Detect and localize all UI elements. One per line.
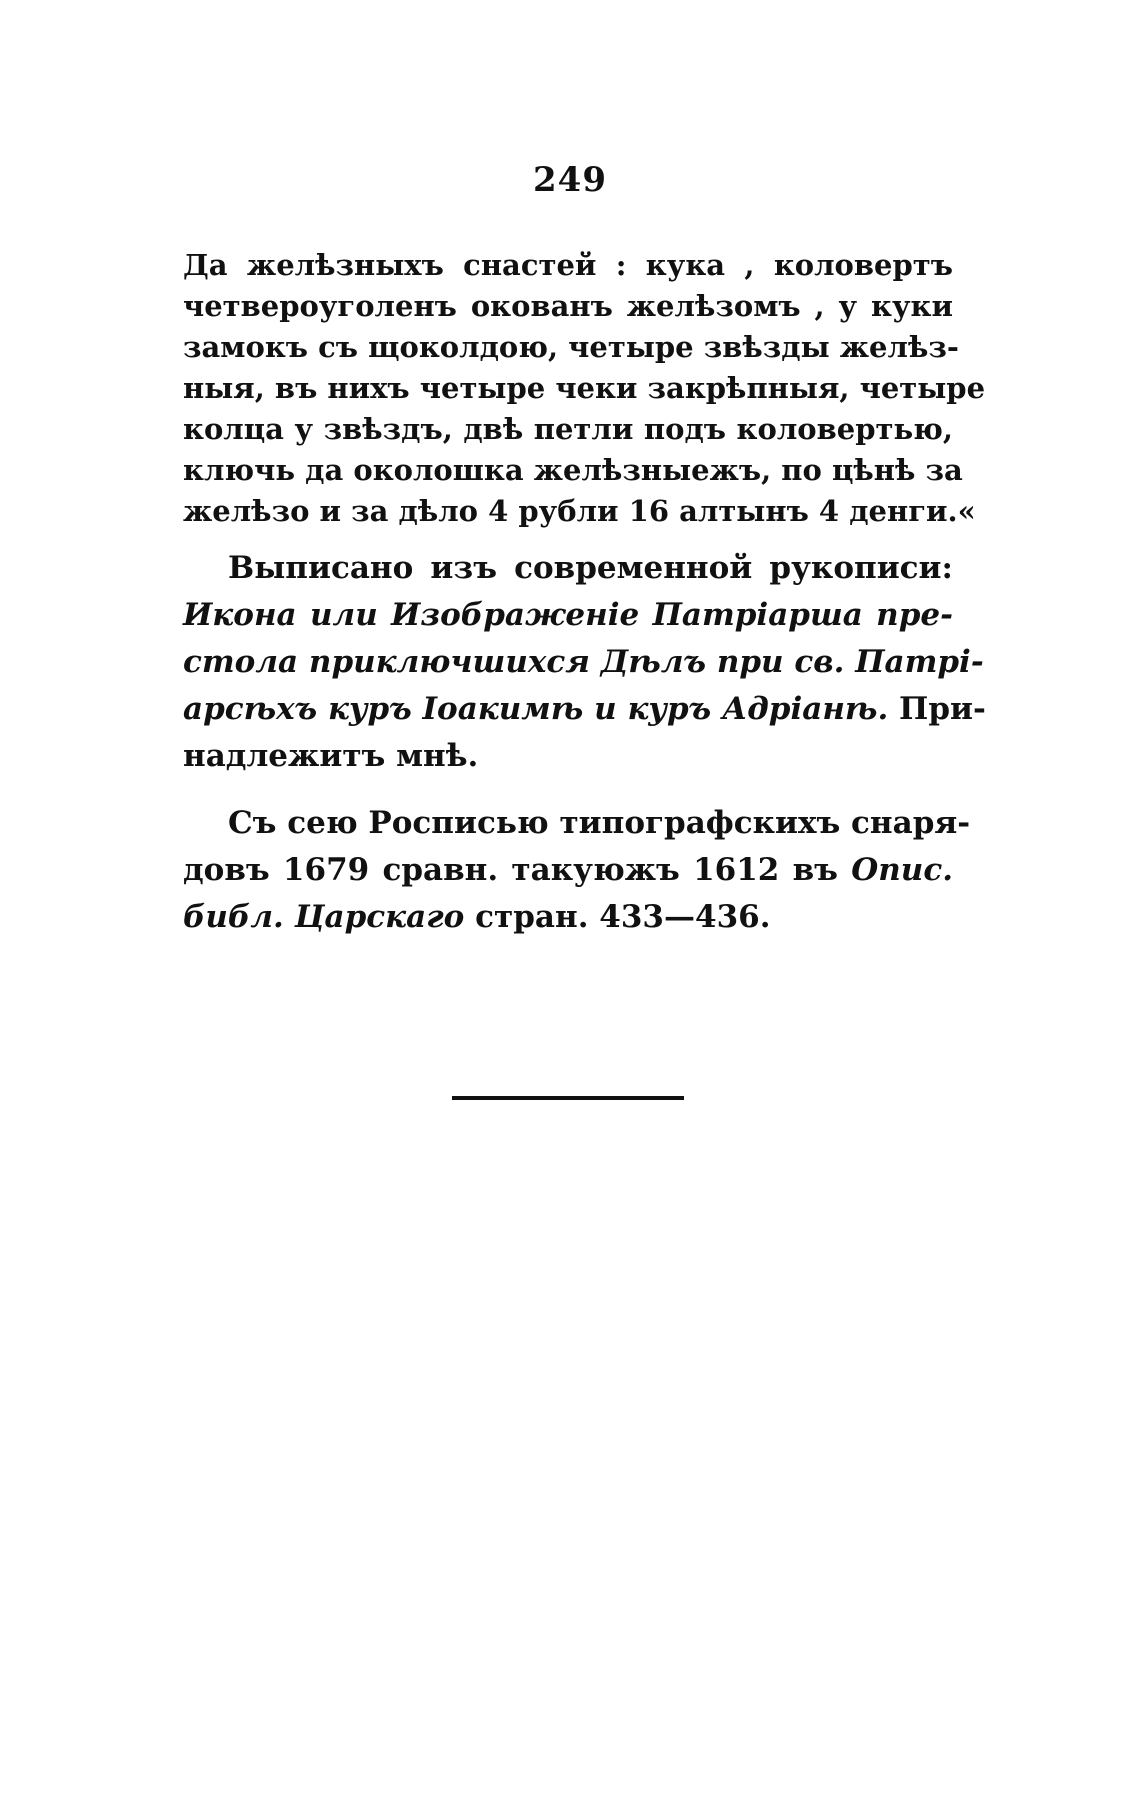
text-line: желѣзо и за дѣло 4 рубли 16 алтынъ 4 денги.« <box>183 494 976 528</box>
text-line: Выписано изъ современной рукописи: <box>228 550 953 586</box>
italic-fragment: арсѣхъ куръ Іоакимѣ и куръ Адріанѣ. <box>183 691 889 727</box>
paragraph-iron-tools <box>183 245 986 532</box>
italic-fragment: Опис. <box>851 852 953 888</box>
section-divider-rule <box>452 1096 684 1100</box>
italic-text-line: Икона или Изображеніе Патріарша пре- <box>183 597 953 633</box>
text-fragment: При- <box>888 691 986 727</box>
text-fragment: довъ 1679 сравн. такуюжъ 1612 въ <box>183 852 852 888</box>
paragraph-comparison <box>183 800 971 941</box>
mixed-text-line <box>183 847 953 894</box>
text-line: ключь да околошка желѣзныежъ, по цѣнѣ за <box>183 453 963 487</box>
text-fragment: стран. 433—436. <box>464 899 771 935</box>
text-line: четвероуголенъ окованъ желѣзомъ , у куки <box>183 289 953 323</box>
page-number: 249 <box>533 160 607 200</box>
text-line: Съ сею Росписью типографскихъ снаря- <box>228 805 971 841</box>
italic-fragment: библ. Царскаго <box>183 899 465 935</box>
mixed-text-line <box>183 894 953 941</box>
text-line: ныя, въ нихъ четыре чеки закрѣпныя, четыре <box>183 371 986 405</box>
paragraph-manuscript-source <box>183 545 986 780</box>
text-line: надлежитъ мнѣ. <box>183 738 479 774</box>
italic-text-line: стола приключшихся Дѣлъ при св. Патрі- <box>183 644 984 680</box>
text-line: колца у звѣздъ, двѣ петли подъ коловертью, <box>183 412 953 446</box>
mixed-text-line <box>183 686 986 733</box>
text-line: замокъ съ щоколдою, четыре звѣзды желѣз- <box>183 330 959 364</box>
text-line: Да желѣзныхъ снастей : кука , коловертъ <box>183 248 953 282</box>
